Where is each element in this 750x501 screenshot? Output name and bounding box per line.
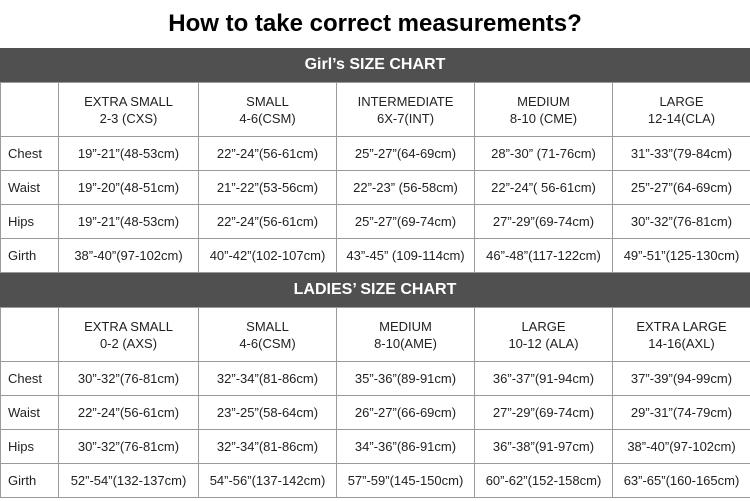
table-row <box>1 137 750 171</box>
table-row <box>1 171 750 205</box>
measurement-cell: 32”-34”(81-86cm) <box>199 430 337 464</box>
measurement-cell: 22”-24”(56-61cm) <box>59 396 199 430</box>
measurement-cell: 36”-38”(91-97cm) <box>475 430 613 464</box>
row-label: Chest <box>1 362 59 396</box>
page-title: How to take correct measurements? <box>168 10 582 37</box>
table-row <box>1 464 750 498</box>
size-column-header: MEDIUM 8-10(AME) <box>337 308 475 362</box>
row-label: Waist <box>1 171 59 205</box>
measurement-cell: 25”-27”(69-74cm) <box>337 205 475 239</box>
measurement-cell: 19”-21”(48-53cm) <box>59 137 199 171</box>
table-row <box>1 239 750 273</box>
row-label: Hips <box>1 430 59 464</box>
table-row <box>1 362 750 396</box>
size-column-header: EXTRA SMALL 2-3 (CXS) <box>59 83 199 137</box>
table-header-row <box>1 83 750 137</box>
measurement-cell: 38”-40”(97-102cm) <box>613 430 750 464</box>
ladies-size-chart-heading: LADIES’ SIZE CHART <box>0 273 750 307</box>
row-label: Chest <box>1 137 59 171</box>
ladies-size-chart-table <box>0 307 750 498</box>
measurement-cell: 54”-56”(137-142cm) <box>199 464 337 498</box>
size-column-header: LARGE 10-12 (ALA) <box>475 308 613 362</box>
measurement-cell: 19”-21”(48-53cm) <box>59 205 199 239</box>
size-column-header: LARGE 12-14(CLA) <box>613 83 750 137</box>
measurement-cell: 30”-32”(76-81cm) <box>59 362 199 396</box>
measurement-cell: 60”-62”(152-158cm) <box>475 464 613 498</box>
measurement-cell: 37”-39”(94-99cm) <box>613 362 750 396</box>
row-label: Girth <box>1 239 59 273</box>
measurement-cell: 49”-51”(125-130cm) <box>613 239 750 273</box>
measurement-cell: 32”-34”(81-86cm) <box>199 362 337 396</box>
measurement-cell: 25”-27”(64-69cm) <box>337 137 475 171</box>
row-label: Girth <box>1 464 59 498</box>
size-column-header: EXTRA SMALL 0-2 (AXS) <box>59 308 199 362</box>
girls-size-chart-table <box>0 82 750 273</box>
corner-cell <box>1 83 59 137</box>
measurement-cell: 21”-22”(53-56cm) <box>199 171 337 205</box>
measurement-cell: 40”-42”(102-107cm) <box>199 239 337 273</box>
measurement-cell: 22”-23” (56-58cm) <box>337 171 475 205</box>
corner-cell <box>1 308 59 362</box>
measurement-cell: 27”-29”(69-74cm) <box>475 205 613 239</box>
measurement-cell: 30”-32”(76-81cm) <box>613 205 750 239</box>
measurement-cell: 63”-65”(160-165cm) <box>613 464 750 498</box>
measurement-cell: 27”-29”(69-74cm) <box>475 396 613 430</box>
size-column-header: SMALL 4-6(CSM) <box>199 83 337 137</box>
measurement-cell: 22”-24”( 56-61cm) <box>475 171 613 205</box>
table-row <box>1 205 750 239</box>
measurement-cell: 26”-27”(66-69cm) <box>337 396 475 430</box>
girls-size-chart-heading: Girl’s SIZE CHART <box>0 48 750 82</box>
measurement-cell: 46”-48”(117-122cm) <box>475 239 613 273</box>
size-column-header: EXTRA LARGE 14-16(AXL) <box>613 308 750 362</box>
measurement-cell: 23”-25”(58-64cm) <box>199 396 337 430</box>
size-column-header: MEDIUM 8-10 (CME) <box>475 83 613 137</box>
measurement-cell: 57”-59”(145-150cm) <box>337 464 475 498</box>
measurement-cell: 38”-40”(97-102cm) <box>59 239 199 273</box>
measurement-cell: 52”-54”(132-137cm) <box>59 464 199 498</box>
measurement-cell: 30”-32”(76-81cm) <box>59 430 199 464</box>
table-row <box>1 430 750 464</box>
measurement-cell: 29”-31”(74-79cm) <box>613 396 750 430</box>
table-header-row <box>1 308 750 362</box>
size-column-header: INTERMEDIATE 6X-7(INT) <box>337 83 475 137</box>
measurement-cell: 22”-24”(56-61cm) <box>199 205 337 239</box>
measurement-cell: 34”-36”(86-91cm) <box>337 430 475 464</box>
size-column-header: SMALL 4-6(CSM) <box>199 308 337 362</box>
measurement-cell: 43”-45” (109-114cm) <box>337 239 475 273</box>
measurement-cell: 25”-27”(64-69cm) <box>613 171 750 205</box>
table-row <box>1 396 750 430</box>
measurement-cell: 31”-33”(79-84cm) <box>613 137 750 171</box>
measurement-cell: 19”-20”(48-51cm) <box>59 171 199 205</box>
measurement-cell: 28”-30” (71-76cm) <box>475 137 613 171</box>
measurement-cell: 35”-36”(89-91cm) <box>337 362 475 396</box>
row-label: Waist <box>1 396 59 430</box>
measurement-cell: 36”-37”(91-94cm) <box>475 362 613 396</box>
measurement-cell: 22”-24”(56-61cm) <box>199 137 337 171</box>
row-label: Hips <box>1 205 59 239</box>
